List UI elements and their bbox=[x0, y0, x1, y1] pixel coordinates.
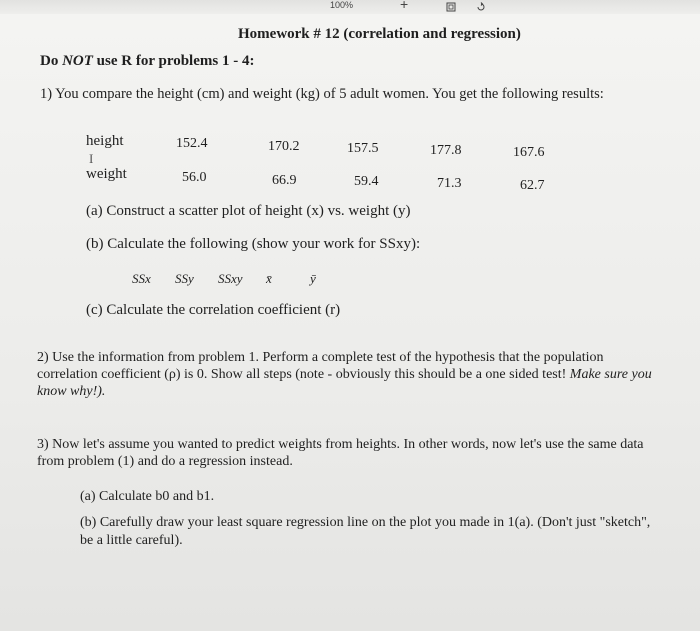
height-value-4: 177.8 bbox=[430, 143, 462, 158]
rotate-icon[interactable] bbox=[476, 2, 486, 12]
problem3-line2: from problem (1) and do a regression instead. bbox=[37, 454, 293, 469]
weight-value-5: 62.7 bbox=[520, 178, 545, 193]
problem2-line1: 2) Use the information from problem 1. Perform a complete test of the hypothesis that the population bbox=[37, 350, 604, 365]
problem1-part-c: (c) Calculate the correlation coefficient (r) bbox=[86, 302, 341, 318]
problem3-part-a: (a) Calculate b0 and b1. bbox=[80, 489, 215, 504]
page-icon[interactable] bbox=[446, 2, 456, 12]
stat-ssxy: SSxy bbox=[218, 271, 243, 286]
handwritten-mark: I bbox=[89, 151, 94, 166]
height-value-2: 170.2 bbox=[268, 139, 300, 154]
height-value-5: 167.6 bbox=[513, 145, 545, 160]
stat-ybar: ȳ bbox=[310, 271, 316, 286]
problem1-intro: 1) You compare the height (cm) and weight (kg) of 5 adult women. You get the following results: bbox=[40, 86, 604, 102]
weight-value-3: 59.4 bbox=[354, 174, 379, 189]
weight-value-1: 56.0 bbox=[182, 170, 207, 185]
problem2-line2: correlation coefficient (ρ) is 0. Show all steps (note - obviously this should be a one sided test! Make sure you bbox=[37, 367, 652, 382]
height-label: height bbox=[86, 133, 124, 149]
stat-xbar: x̄ bbox=[266, 271, 272, 286]
problem2-line3: know why!). bbox=[37, 384, 106, 399]
problem3-line1: 3) Now let's assume you wanted to predict weights from heights. In other words, now let's use the same data bbox=[37, 437, 644, 452]
weight-label: weight bbox=[86, 166, 127, 182]
problem3-part-b-line2: be a little careful). bbox=[80, 533, 183, 548]
height-value-3: 157.5 bbox=[347, 141, 379, 156]
weight-value-2: 66.9 bbox=[272, 173, 297, 188]
problem1-part-b: (b) Calculate the following (show your work for SSxy): bbox=[86, 236, 421, 252]
height-value-1: 152.4 bbox=[176, 136, 208, 151]
page-title: Homework # 12 (correlation and regression) bbox=[238, 26, 521, 42]
zoom-level[interactable]: 100% bbox=[330, 0, 354, 10]
zoom-in-button[interactable]: + bbox=[400, 0, 409, 12]
stat-ssx: SSx bbox=[132, 271, 151, 286]
instruction-note: Do NOT use R for problems 1 - 4: bbox=[40, 53, 255, 69]
problem1-part-a: (a) Construct a scatter plot of height (x) vs. weight (y) bbox=[86, 203, 411, 219]
problem3-part-b-line1: (b) Carefully draw your least square regression line on the plot you made in 1(a). (Don't just "sketch", bbox=[80, 515, 651, 530]
weight-value-4: 71.3 bbox=[437, 176, 462, 191]
stat-ssy: SSy bbox=[175, 271, 194, 286]
